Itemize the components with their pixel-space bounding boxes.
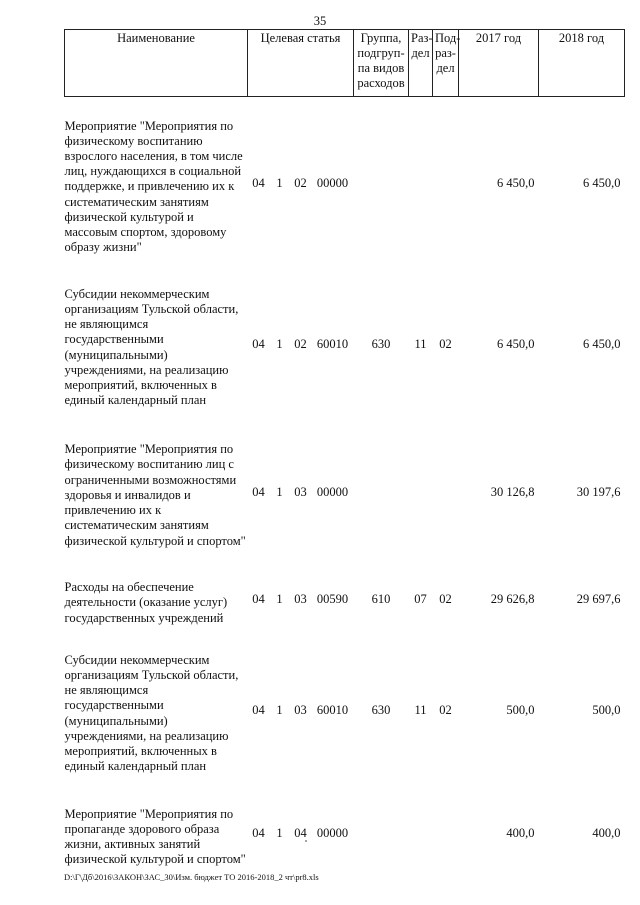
header-razdel: Раз-дел xyxy=(409,30,433,97)
row-amount-2017: 30 126,8 xyxy=(490,484,535,499)
header-year-2017: 2017 год xyxy=(459,30,539,97)
row-cs-subprogram: 1 xyxy=(276,826,283,841)
row-name: Субсидии некоммерческим организациям Тульской области, не являющимся государственными (муниципальными) учреждениями, на реализацию мероприятий, включенных в единый календарный план xyxy=(64,652,239,774)
page-number: 35 xyxy=(313,14,327,28)
row-amount-2018: 6 450,0 xyxy=(583,176,621,191)
row-cs-direction: 00590 xyxy=(316,592,349,607)
row-amount-2017: 400,0 xyxy=(506,826,535,841)
row-podrazdel: 02 xyxy=(439,702,452,717)
table-row xyxy=(65,788,625,880)
row-cs-event: 04 xyxy=(294,826,307,841)
row-cs-direction: 00000 xyxy=(316,826,349,841)
row-group: 630 xyxy=(371,336,391,351)
row-amount-2017: 6 450,0 xyxy=(497,176,535,191)
budget-table xyxy=(64,29,625,880)
row-cs-direction: 60010 xyxy=(316,702,349,717)
row-podrazdel: 02 xyxy=(439,336,452,351)
row-amount-2018: 6 450,0 xyxy=(583,336,621,351)
row-name: Расходы на обеспечение деятельности (оказание услуг) государственных учреждений xyxy=(64,580,228,625)
row-amount-2018: 500,0 xyxy=(592,702,621,717)
row-cs-direction: 00000 xyxy=(316,176,349,191)
row-razdel xyxy=(409,418,433,567)
header-target-article: Целевая статья xyxy=(248,30,354,97)
row-cs-program: 04 xyxy=(252,592,265,607)
header-podrazdel: Под-раз-дел xyxy=(433,30,459,97)
row-podrazdel xyxy=(433,97,459,272)
table-row xyxy=(65,633,625,788)
row-cs-event: 03 xyxy=(294,484,307,499)
row-group: 610 xyxy=(371,592,391,607)
row-cs-subprogram: 1 xyxy=(276,336,283,351)
row-cs-event: 02 xyxy=(294,176,307,191)
row-amount-2017: 6 450,0 xyxy=(497,336,535,351)
row-cs-direction: 00000 xyxy=(316,484,349,499)
row-name: Мероприятие "Мероприятия по физическому воспитанию лиц с ограниченными возможностями здоровья и инвалидов и привлечению их к систематическим занятиям физической культурой и спортом" xyxy=(64,442,246,548)
table-row xyxy=(65,567,625,633)
file-path-footer: D:\Г\Дб\2016\ЗАКОН\ЗАС_30\Изм. бюджет ТО 2016-2018_2 чт\pr8.xls xyxy=(64,872,319,882)
row-razdel xyxy=(409,788,433,880)
row-cs-event: 03 xyxy=(294,702,307,717)
row-cs-program: 04 xyxy=(252,484,265,499)
row-razdel: 11 xyxy=(414,702,427,717)
header-name: Наименование xyxy=(65,30,248,97)
row-cs-subprogram: 1 xyxy=(276,592,283,607)
scan-speck xyxy=(305,840,307,842)
header-year-2018: 2018 год xyxy=(539,30,625,97)
row-cs-event: 02 xyxy=(294,336,307,351)
row-cs-program: 04 xyxy=(252,702,265,717)
row-razdel: 11 xyxy=(414,336,427,351)
row-cs-program: 04 xyxy=(252,176,265,191)
table-row xyxy=(65,271,625,418)
row-podrazdel: 02 xyxy=(439,592,452,607)
row-razdel xyxy=(409,97,433,272)
row-podrazdel xyxy=(433,418,459,567)
row-group xyxy=(354,418,409,567)
row-cs-subprogram: 1 xyxy=(276,176,283,191)
row-cs-subprogram: 1 xyxy=(276,484,283,499)
row-cs-subprogram: 1 xyxy=(276,702,283,717)
row-cs-direction: 60010 xyxy=(316,336,349,351)
row-cs-program: 04 xyxy=(252,826,265,841)
row-cs-event: 03 xyxy=(294,592,307,607)
row-cs-program: 04 xyxy=(252,336,265,351)
row-amount-2017: 29 626,8 xyxy=(490,592,535,607)
row-amount-2018: 29 697,6 xyxy=(576,592,621,607)
row-group xyxy=(354,788,409,880)
row-podrazdel xyxy=(433,788,459,880)
row-name: Мероприятие "Мероприятия по физическому воспитанию взрослого населения, в том числе лиц, нуждающихся в социальной поддержке, и привлечению их к систематическим занятиям физической культурой и массовым спортом, здоровому образу жизни" xyxy=(64,118,243,255)
row-amount-2018: 30 197,6 xyxy=(576,484,621,499)
row-razdel: 07 xyxy=(414,592,427,607)
table-row xyxy=(65,97,625,272)
header-group: Группа, подгруп-па видов расходов xyxy=(354,30,409,97)
row-name: Субсидии некоммерческим организациям Тульской области, не являющимся государственными (муниципальными) учреждениями, на реализацию мероприятий, включенных в единый календарный план xyxy=(64,286,239,408)
row-group: 630 xyxy=(371,702,391,717)
row-amount-2018: 400,0 xyxy=(592,826,621,841)
table-row xyxy=(65,418,625,567)
row-group xyxy=(354,97,409,272)
row-amount-2017: 500,0 xyxy=(506,702,535,717)
row-name: Мероприятие "Мероприятия по пропаганде здорового образа жизни, активных занятий физической культурой и спортом" xyxy=(64,806,246,867)
table-header-row xyxy=(65,30,625,97)
